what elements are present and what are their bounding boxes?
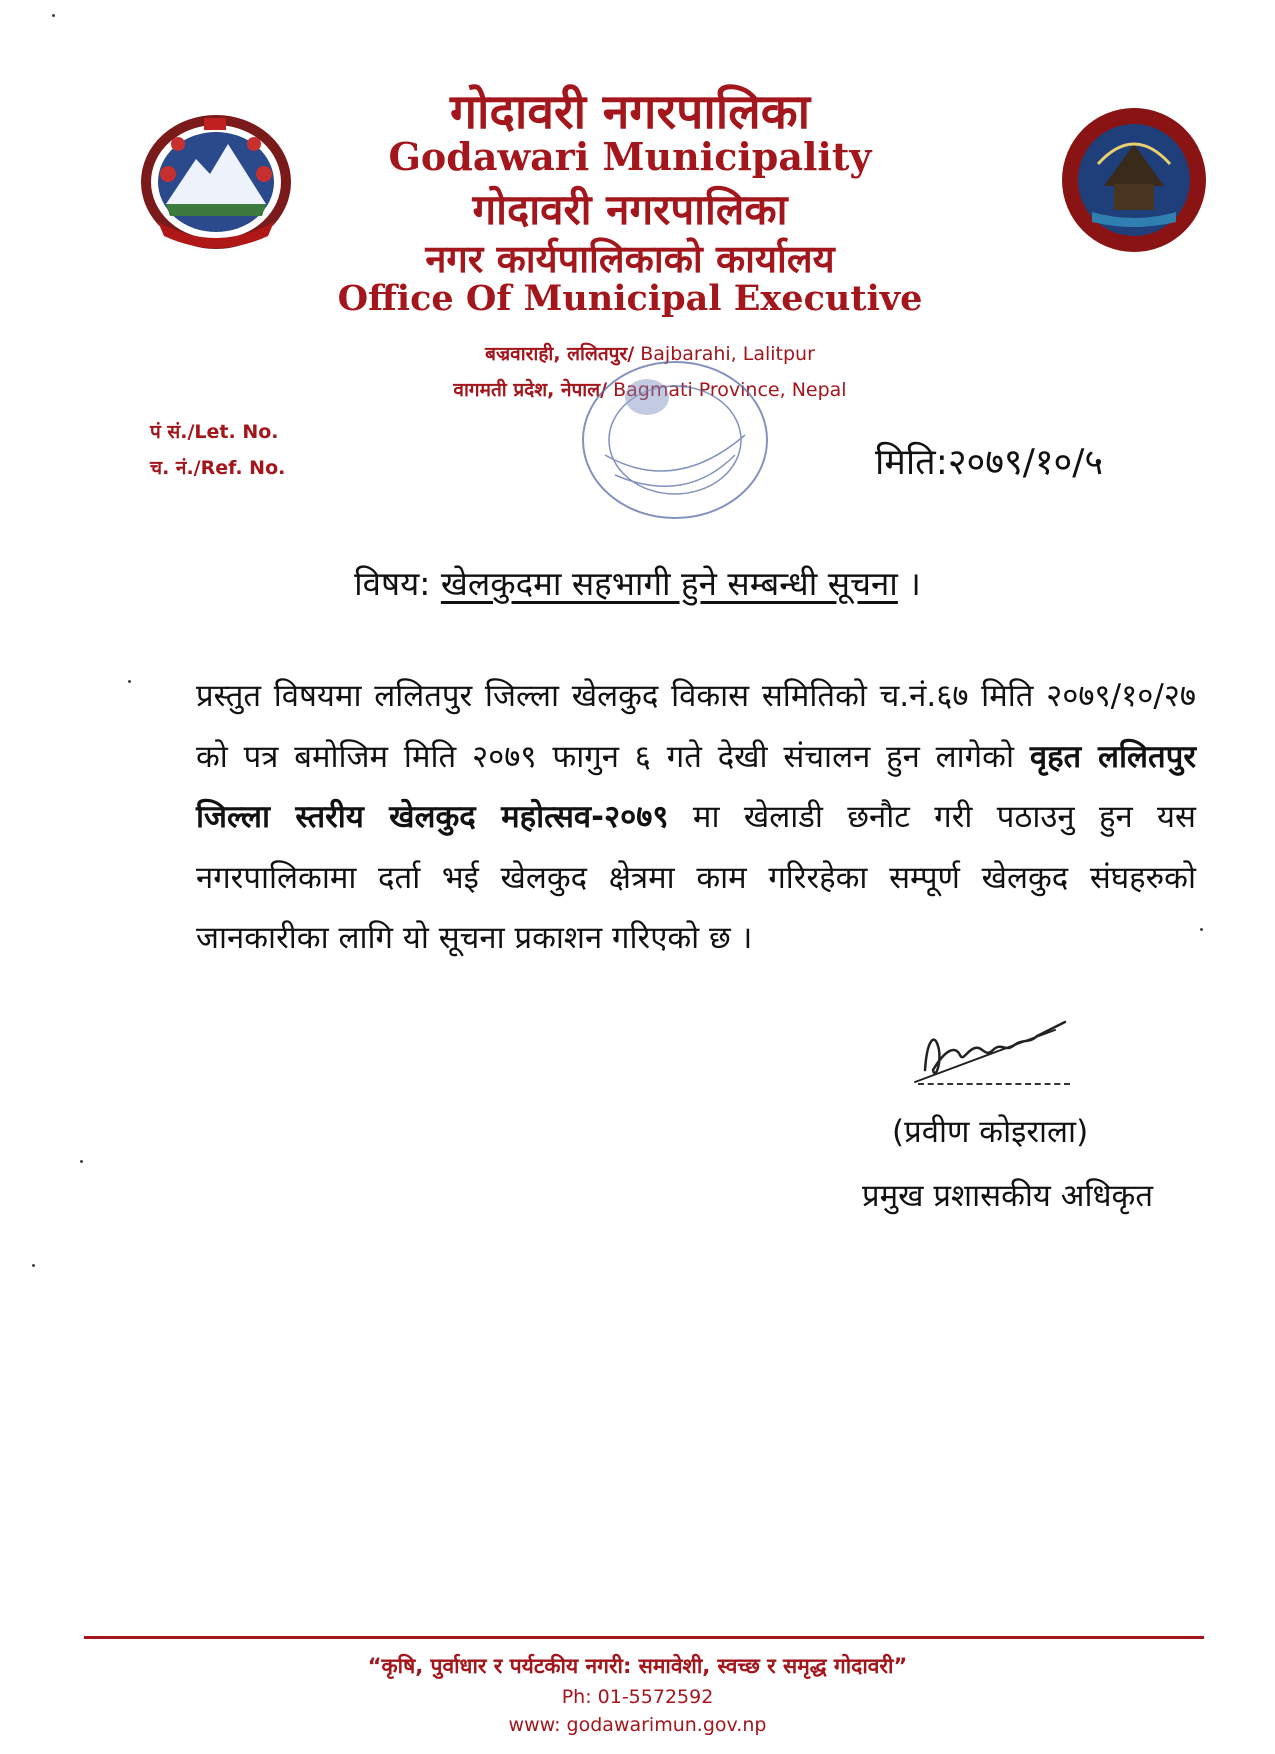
signatory-title: प्रमुख प्रशासकीय अधिकृत — [862, 1178, 1154, 1214]
footer-phone: Ph: 01-5572592 — [561, 1686, 714, 1708]
scan-speck — [80, 1160, 83, 1163]
municipality-name-nepali: गोदावरी नगरपालिका — [449, 84, 811, 140]
municipality-name-newari: गोदावरी नगरपालिका — [472, 185, 788, 234]
signature-icon — [905, 1010, 1075, 1090]
subject-line — [0, 560, 1275, 605]
office-name-english: Office Of Municipal Executive — [337, 278, 923, 319]
footer-slogan: “कृषि, पुर्वाधार र पर्यटकीय नगरी: समावेशी, स्वच्छ र समृद्ध गोदावरी” — [367, 1654, 908, 1678]
address-line-2-nepali: वागमती प्रदेश, नेपाल/ — [453, 379, 608, 401]
office-stamp-icon — [575, 355, 775, 525]
scan-speck — [1200, 928, 1203, 931]
notice-body-part1: प्रस्तुत विषयमा ललितपुर जिल्ला खेलकुद विकास समितिको च.नं.६७ मिति २०७९/१०/२७ को पत्र बमोजिम मिति २०७९ फागुन ६ गते देखी संचालन हुन लागेको — [196, 678, 1196, 775]
subject-prefix: विषय: — [354, 564, 431, 603]
address-line-2-english: Bagmati Province, Nepal — [613, 379, 847, 401]
scan-speck — [32, 1264, 35, 1267]
signature-line — [918, 1083, 1070, 1085]
subject-text: खेलकुदमा सहभागी हुने सम्बन्धी सूचना — [440, 564, 898, 603]
address-line-1-nepali: बज्रवाराही, ललितपुर/ — [485, 343, 635, 365]
nepal-emblem-icon — [138, 104, 294, 254]
office-name-nepali: नगर कार्यपालिकाको कार्यालय — [425, 237, 835, 281]
letter-date: मिति:२०७९/१०/५ — [875, 442, 1104, 483]
signatory-name: (प्रवीण कोइराला) — [892, 1114, 1089, 1150]
notice-body — [196, 666, 1196, 969]
footer-website: www: godawarimun.gov.np — [508, 1714, 767, 1736]
scan-speck — [52, 14, 55, 17]
footer-divider — [84, 1636, 1204, 1639]
letter-number-label: पं सं./Let. No. — [150, 421, 279, 443]
notice-body-highlight: वृहत ललितपुर जिल्ला स्तरीय खेलकुद महोत्सव-२०७९ — [196, 738, 1196, 835]
scan-speck — [128, 680, 131, 683]
address-line-1-english: Bajbarahi, Lalitpur — [640, 343, 815, 365]
subject-suffix: । — [908, 564, 921, 603]
notice-body-part2: मा खेलाडी छनौट गरी पठाउनु हुन यस नगरपालिकामा दर्ता भई खेलकुद क्षेत्रमा काम गरिरहेका सम्पूर्ण खेलकुद संघहरुको जानकारीका लागि यो सूचना प्रकाशन गरिएको छ । — [196, 799, 1196, 956]
municipality-logo-icon — [1058, 104, 1210, 256]
reference-number-label: च. नं./Ref. No. — [150, 457, 286, 479]
municipality-name-english: Godawari Municipality — [388, 134, 872, 179]
